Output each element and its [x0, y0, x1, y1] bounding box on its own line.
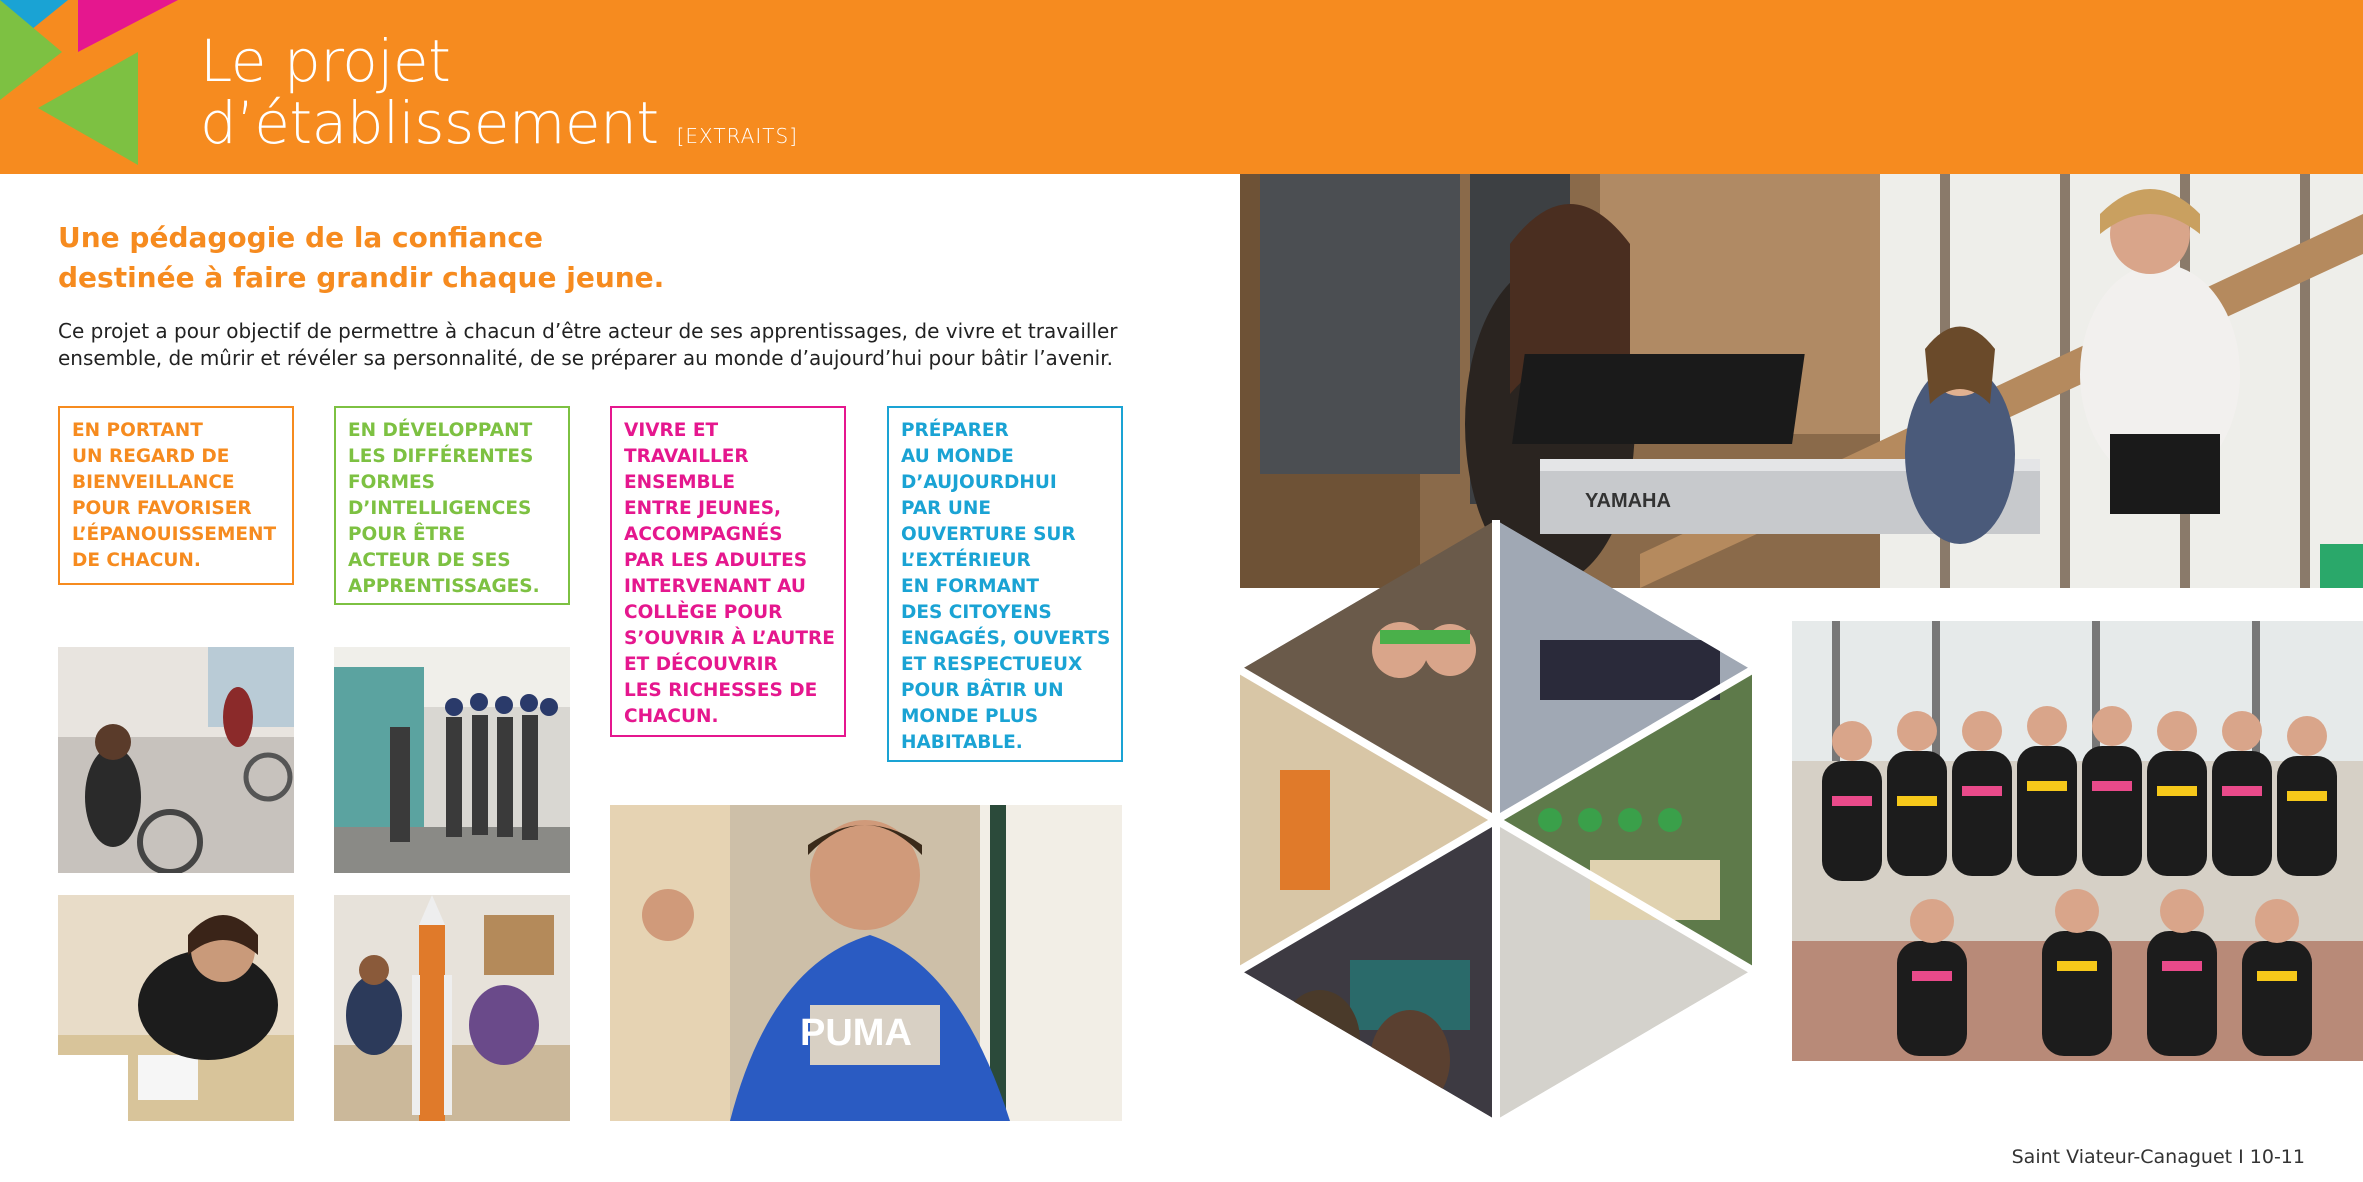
box-line: INTERVENANT AU [624, 576, 806, 597]
box-line: L’ÉPANOUISSEMENT [72, 524, 277, 545]
box-line: ENGAGÉS, OUVERTS [901, 628, 1111, 649]
photo-wheelchair-sport [58, 647, 294, 873]
box-line: D’AUJOURDHUI [901, 472, 1057, 493]
box-preparer-monde [887, 406, 1123, 762]
photo-boy-portrait [610, 805, 1122, 1121]
subtitle [58, 218, 664, 298]
box-line: ENTRE JEUNES, [624, 498, 782, 519]
box-line: FORMES [348, 472, 435, 493]
box-line: OUVERTURE SUR [901, 524, 1076, 545]
box-line: HABITABLE. [901, 732, 1023, 753]
box-line: APPRENTISSAGES. [348, 576, 540, 597]
box-line: D’INTELLIGENCES [348, 498, 532, 519]
title-line-2: d’établissement [200, 89, 659, 157]
title-line-1: Le projet [200, 27, 451, 95]
box-line: EN PORTANT [72, 420, 203, 441]
box-line: EN FORMANT [901, 576, 1040, 597]
page-footer: Saint Viateur-Canaguet I 10-11 [2011, 1146, 2305, 1168]
box-line: PRÉPARER [901, 420, 1009, 441]
box-bienveillance [58, 406, 294, 585]
triangles-logo [0, 0, 200, 174]
photo-workshop-visit [334, 647, 570, 873]
box-line: LES DIFFÉRENTES [348, 446, 534, 467]
subtitle-line-1: Une pédagogie de la confiance [58, 221, 543, 254]
box-line: COLLÈGE POUR [624, 602, 783, 623]
box-line: PAR UNE [901, 498, 992, 519]
box-line: S’OUVRIR À L’AUTRE [624, 628, 835, 649]
box-line: ACCOMPAGNÉS [624, 524, 783, 545]
title-tag: [EXTRAITS] [676, 124, 798, 148]
box-line: BIENVEILLANCE [72, 472, 235, 493]
box-line: POUR ÊTRE [348, 524, 466, 545]
photo-rocket-model [334, 895, 570, 1121]
box-line: UN REGARD DE [72, 446, 230, 467]
box-intelligences [334, 406, 570, 605]
header-banner [0, 0, 2363, 174]
box-line: DES CITOYENS [901, 602, 1052, 623]
box-line: PAR LES ADULTES [624, 550, 808, 571]
page-title [200, 27, 798, 167]
box-line: L’EXTÉRIEUR [901, 550, 1031, 571]
box-line: EN DÉVELOPPANT [348, 420, 533, 441]
photo-hexagon-collage [1240, 520, 1752, 1120]
svg-text:PUMA: PUMA [800, 1012, 912, 1054]
box-line: VIVRE ET [624, 420, 719, 441]
box-line: AU MONDE [901, 446, 1014, 467]
box-line: MONDE PLUS [901, 706, 1039, 727]
box-line: DE CHACUN. [72, 550, 201, 571]
box-line: ACTEUR DE SES [348, 550, 511, 571]
svg-text:YAMAHA: YAMAHA [1585, 490, 1671, 512]
box-line: LES RICHESSES DE [624, 680, 818, 701]
box-line: POUR FAVORISER [72, 498, 252, 519]
intro-paragraph: Ce projet a pour objectif de permettre à chacun d’être acteur de ses apprentissages, de vivre et travailler ensemble, de mûrir et révéler sa personnalité, de se préparer au monde d’aujourd’hui pour bâtir l’avenir. [58, 319, 1118, 370]
photo-group-tshirts [1792, 621, 2363, 1061]
box-line: ENSEMBLE [624, 472, 736, 493]
box-line: ET DÉCOUVRIR [624, 654, 778, 675]
box-vivre-ensemble [610, 406, 846, 737]
box-line: CHACUN. [624, 706, 719, 727]
subtitle-line-2: destinée à faire grandir chaque jeune. [58, 261, 665, 294]
photo-student-writing [58, 895, 294, 1121]
box-line: TRAVAILLER [624, 446, 749, 467]
box-line: ET RESPECTUEUX [901, 654, 1083, 675]
box-line: POUR BÂTIR UN [901, 680, 1064, 701]
